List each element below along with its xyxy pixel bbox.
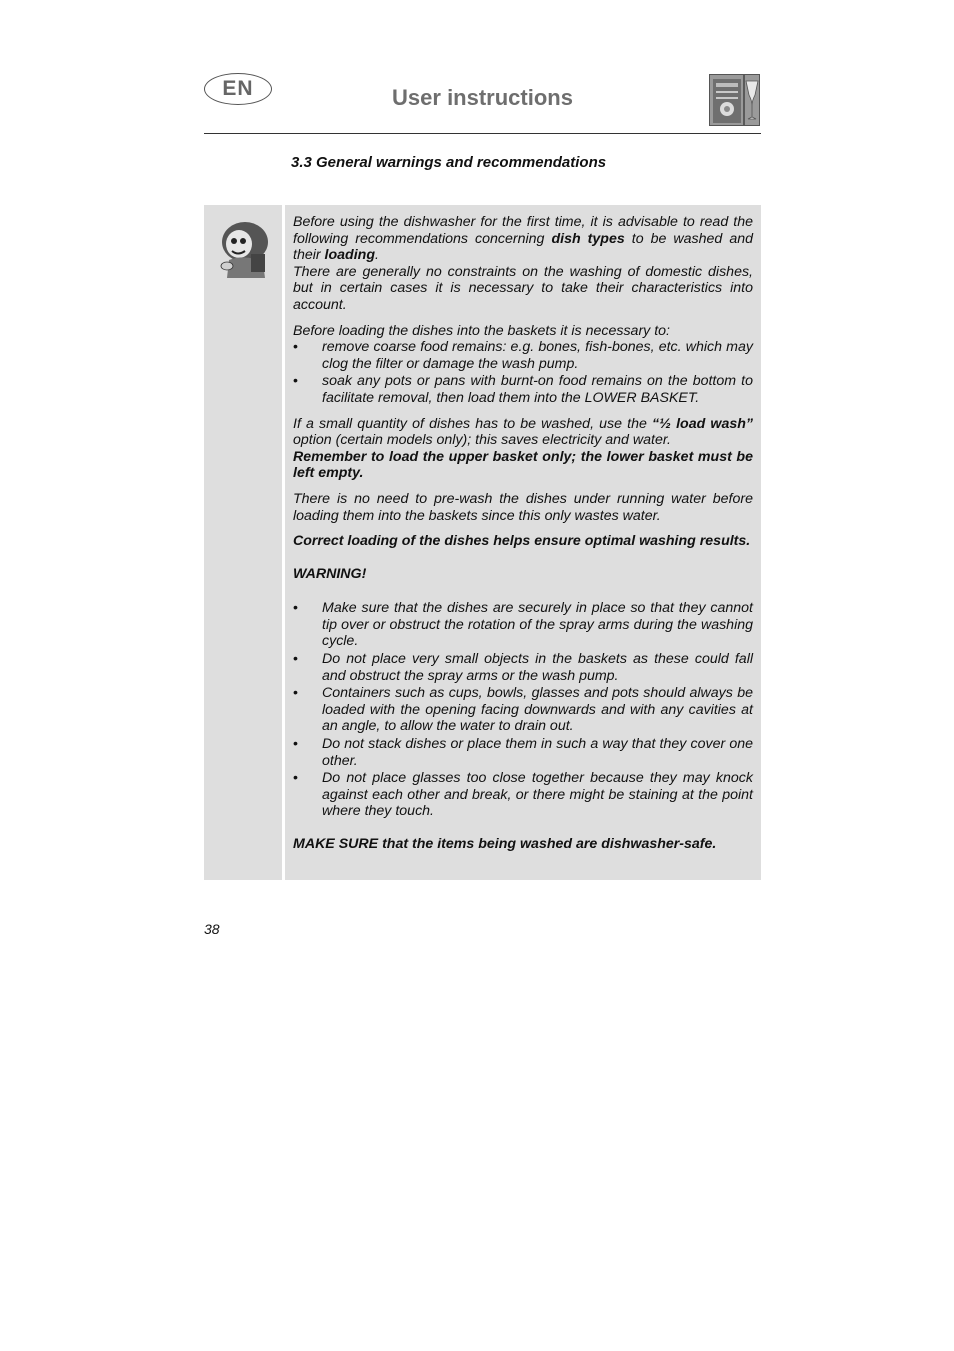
mascot-icon	[219, 220, 271, 280]
loading-term: loading	[324, 247, 375, 264]
dishwasher-safe-note: MAKE SURE that the items being washed are dishwasher-safe.	[293, 836, 717, 852]
list-item: • Do not stack dishes or place them in such a way that they cover one other.	[293, 736, 753, 769]
list-item: • soak any pots or pans with burnt-on food remains on the bottom to facilitate removal, then load them into the LOWER BASKET.	[293, 373, 753, 406]
constraints-paragraph: There are generally no constraints on the washing of domestic dishes, but in certain cases it is necessary to take their characteristics into account.	[293, 263, 753, 313]
dishwasher-photo-icon	[709, 74, 760, 126]
list-item: • Do not place very small objects in the baskets as these could fall and obstruct the spray arms or the wash pump.	[293, 651, 753, 684]
section-heading: 3.3 General warnings and recommendations	[291, 154, 607, 171]
prewash-paragraph: There is no need to pre-wash the dishes under running water before loading them into the baskets since this only wastes water.	[293, 490, 753, 524]
language-code: EN	[222, 77, 254, 100]
half-load-paragraph: If a small quantity of dishes has to be washed, use the “½ load wash” option (certain models only); this saves electricity and water.	[293, 415, 753, 449]
before-loading-list	[293, 339, 753, 406]
before-loading-lead: Before loading the dishes into the baskets it is necessary to:	[293, 322, 670, 339]
upper-basket-note: Remember to load the upper basket only; the lower basket must be left empty.	[293, 448, 753, 482]
page-number: 38	[204, 921, 220, 937]
list-item: • remove coarse food remains: e.g. bones, fish-bones, etc. which may clog the filter or damage the wash pump.	[293, 339, 753, 372]
list-item: • Do not place glasses too close together because they may knock against each other and break, or there might be staining at the point where they touch.	[293, 770, 753, 820]
correct-loading-note: Correct loading of the dishes helps ensure optimal washing results.	[293, 533, 751, 550]
dish-types-term: dish types	[551, 230, 625, 247]
warning-title: WARNING!	[293, 565, 367, 582]
icon-column	[204, 205, 282, 880]
language-badge	[204, 73, 272, 105]
list-item: • Make sure that the dishes are securely in place so that they cannot tip over or obstruct the rotation of the spray arms during the washing cycle.	[293, 600, 753, 650]
intro-paragraph: Before using the dishwasher for the first time, it is advisable to read the following recommendations concerning dish types to be washed and their loading.	[293, 214, 754, 264]
page-title: User instructions	[392, 85, 573, 110]
list-item: • Containers such as cups, bowls, glasses and pots should always be loaded with the opening facing downwards and with any cavities at an angle, to allow the water to drain out.	[293, 685, 753, 735]
header-divider	[204, 133, 761, 134]
half-load-term: “½ load wash”	[652, 415, 753, 432]
recommendations-panel	[285, 205, 761, 880]
warning-list	[293, 600, 753, 820]
